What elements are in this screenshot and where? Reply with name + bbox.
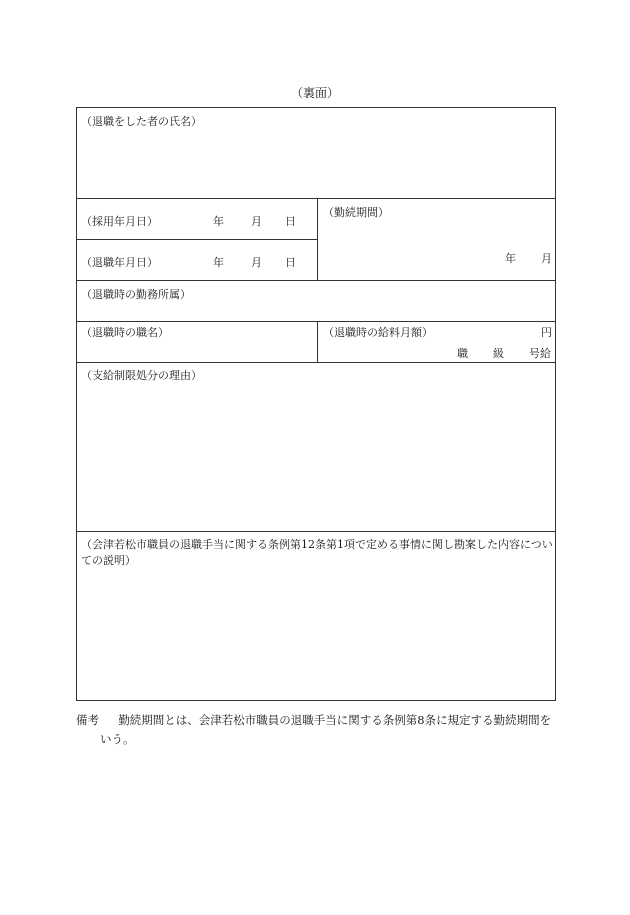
hire-date-year: 年 <box>213 215 224 228</box>
salary-label: （退職時の給料月額） <box>323 326 433 339</box>
reason-label: （支給制限処分の理由） <box>81 369 202 382</box>
workplace-label: （退職時の勤務所属） <box>81 288 191 301</box>
form-table <box>76 107 556 701</box>
hire-date-label: （採用年月日） <box>81 215 158 228</box>
retire-date-month: 月 <box>251 256 262 269</box>
remarks-line-2: いう。 <box>100 732 135 746</box>
service-period-month: 月 <box>541 252 552 265</box>
divider-between-dates <box>77 239 317 240</box>
remarks-line-1: 勤続期間とは、会津若松市職員の退職手当に関する条例第8条に規定する勤続期間を <box>118 713 552 727</box>
divider-position-vertical <box>317 321 318 362</box>
retire-date-year: 年 <box>213 256 224 269</box>
retire-date-label: （退職年月日） <box>81 256 158 269</box>
hire-date-day: 日 <box>285 215 296 228</box>
hire-date-month: 月 <box>251 215 262 228</box>
grade-shoku: 職 <box>457 347 468 360</box>
divider-after-dates <box>77 280 555 281</box>
salary-yen: 円 <box>541 326 552 339</box>
retiree-name-label: （退職をした者の氏名） <box>81 115 202 128</box>
divider-dates-vertical <box>317 198 318 280</box>
grade-kyu: 級 <box>493 347 504 360</box>
position-label: （退職時の職名） <box>81 326 169 339</box>
remarks-note <box>76 711 556 749</box>
page-title: （裏面） <box>290 86 339 100</box>
explanation-label: （会津若松市職員の退職手当に関する条例第12条第1項で定める事情に関し勘案した内容についての説明） <box>81 538 553 567</box>
explanation-field[interactable] <box>78 572 554 698</box>
remarks-heading: 備考 <box>76 713 99 727</box>
divider-after-workplace <box>77 321 555 322</box>
grade-gokyu: 号給 <box>529 347 551 360</box>
divider-after-reason <box>77 531 555 532</box>
divider-after-name <box>77 198 555 199</box>
service-period-year: 年 <box>505 252 516 265</box>
retire-date-day: 日 <box>285 256 296 269</box>
reason-field[interactable] <box>78 384 554 528</box>
retiree-name-field[interactable] <box>78 130 554 196</box>
divider-after-position <box>77 362 555 363</box>
service-period-label: （勤続期間） <box>323 206 389 219</box>
